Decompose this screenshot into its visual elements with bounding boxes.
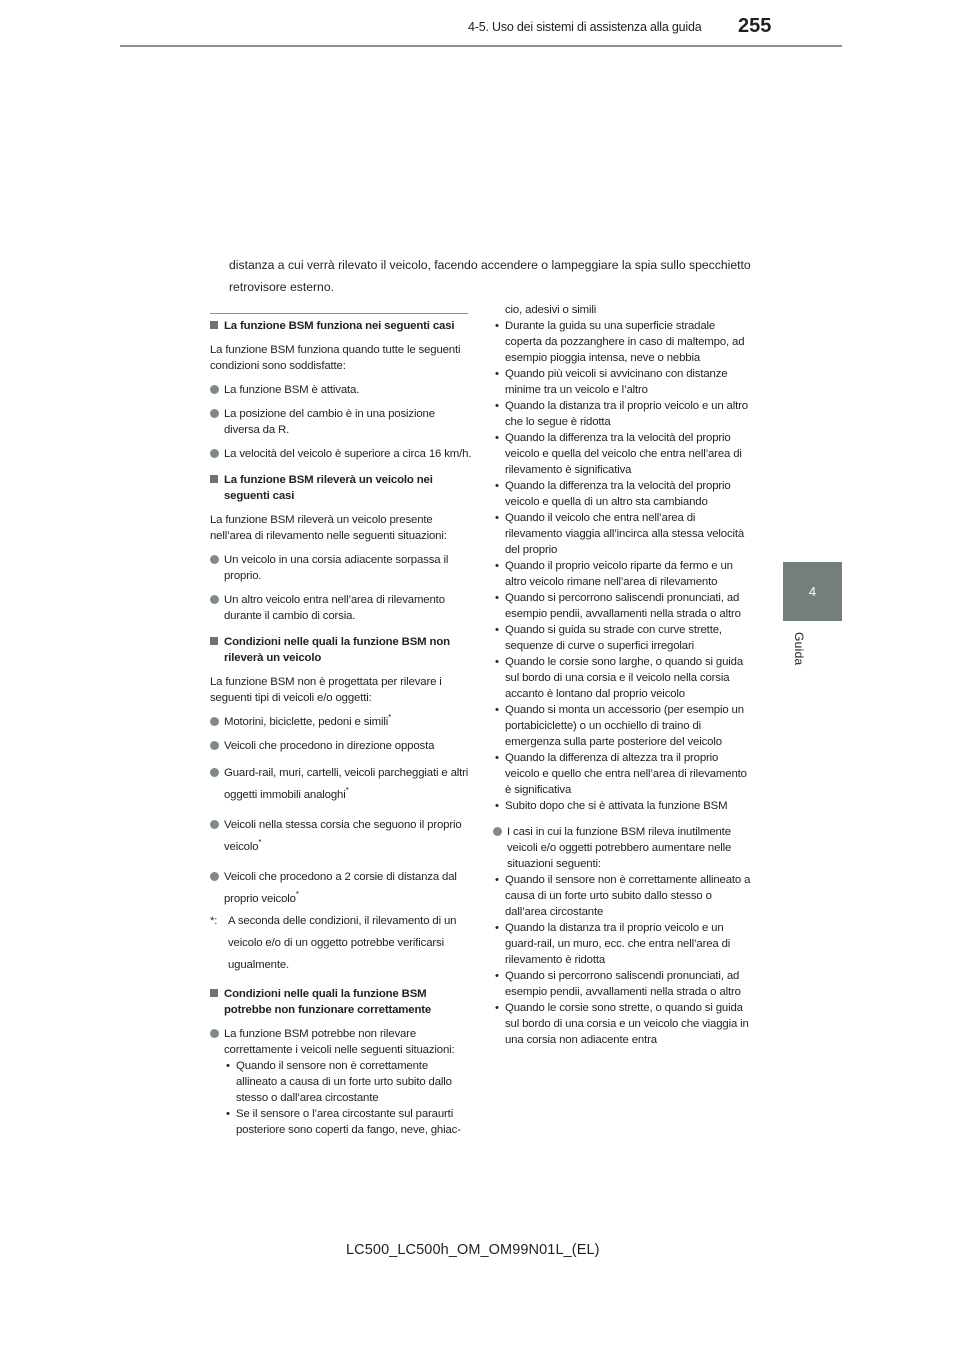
footnote-asterisk: *: [345, 786, 349, 796]
paragraph: La funzione BSM rileverà un veicolo presente nell’area di rilevamento nelle seguenti situazioni:: [210, 514, 447, 542]
sub-list-item: • Quando il proprio veicolo riparte da fermo e un altro veicolo rimane nell’area di rilevamento: [495, 560, 733, 588]
square-bullet-icon: [210, 321, 218, 329]
chapter-number: 4: [808, 584, 817, 599]
continued-text: cio, adesivi o simili: [505, 304, 597, 316]
list-item: La posizione del cambio è in una posizione diversa da R.: [210, 406, 472, 438]
sub-list-item: • Quando si percorrono saliscendi pronunciati, ad esempio pendii, avvallamenti nella strada o altro: [495, 592, 741, 620]
circle-bullet-icon: [210, 595, 219, 604]
footnote: *: A seconda delle condizioni, il rilevamento di un veicolo e/o di un oggetto potrebbe verificarsi ugualmente.: [210, 910, 472, 976]
list-item: La funzione BSM potrebbe non rilevare correttamente i veicoli nelle seguenti situazioni:: [210, 1026, 472, 1058]
section-heading: La funzione BSM rileverà un veicolo nei seguenti casi: [210, 472, 472, 504]
header-section-title: 4-5. Uso dei sistemi di assistenza alla guida: [468, 20, 702, 34]
list-item: Un altro veicolo entra nell’area di rilevamento durante il cambio di corsia.: [210, 592, 472, 624]
list-item: La funzione BSM è attivata.: [210, 382, 472, 398]
sub-list-item: • Quando il veicolo che entra nell’area di rilevamento viaggia all’incirca alla stessa velocità del proprio: [495, 512, 745, 556]
list-item: I casi in cui la funzione BSM rileva inutilmente veicoli e/o oggetti potrebbero aumentare nelle situazioni seguenti:: [493, 824, 755, 872]
sub-list-item: • Quando la differenza di altezza tra il proprio veicolo e quello che entra nell’area di rilevamento è significativa: [495, 752, 747, 796]
list-item: La velocità del veicolo è superiore a circa 16 km/h.: [210, 446, 472, 462]
chapter-label: Guida: [792, 632, 806, 666]
section-heading: La funzione BSM funziona nei seguenti casi: [210, 318, 472, 334]
chapter-tab: [783, 562, 842, 621]
sub-list-item: • Durante la guida su una superficie stradale coperta da pozzanghere in caso di maltempo, ad esempio pioggia intensa, neve o nebbia: [495, 320, 745, 364]
sub-list-item: • Subito dopo che si è attivata la funzione BSM: [495, 800, 728, 812]
page-number: 255: [738, 15, 772, 37]
sub-list-item: • Quando si percorrono saliscendi pronunciati, ad esempio pendii, avvallamenti nella strada o altro: [495, 970, 741, 998]
list-item: Guard-rail, muri, cartelli, veicoli parcheggiati e altri oggetti immobili analoghi*: [210, 762, 472, 806]
square-bullet-icon: [210, 989, 218, 997]
circle-bullet-icon: [493, 827, 502, 836]
footnote-asterisk: *: [388, 713, 392, 723]
right-column: [493, 302, 755, 1048]
sub-list-item: • Se il sensore o l’area circostante sul paraurti posteriore sono coperti da fango, neve, ghiac-: [226, 1108, 461, 1136]
circle-bullet-icon: [210, 768, 219, 777]
circle-bullet-icon: [210, 385, 219, 394]
column-divider: [210, 313, 468, 314]
sub-list-item: • Quando le corsie sono larghe, o quando si guida sul bordo di una corsia e il veicolo nella corsia accanto è lontano dal proprio veicolo: [495, 656, 744, 700]
sub-list-item: • Quando il sensore non è correttamente allineato a causa di un forte urto subito dallo stesso o dall’area circostante: [495, 874, 751, 918]
sub-list-item: • Quando la differenza tra la velocità del proprio veicolo e quella del veicolo che entra nell’area di rilevamento è significativa: [495, 432, 742, 476]
sub-list-item: • Quando la distanza tra il proprio veicolo e un guard-rail, un muro, ecc. che entra nell’area di rilevamento è ridotta: [495, 922, 731, 966]
left-column: [210, 318, 472, 1138]
header-divider: [120, 45, 842, 47]
circle-bullet-icon: [210, 820, 219, 829]
circle-bullet-icon: [210, 741, 219, 750]
list-item: Veicoli nella stessa corsia che seguono il proprio veicolo*: [210, 814, 472, 858]
circle-bullet-icon: [210, 409, 219, 418]
circle-bullet-icon: [210, 717, 219, 726]
circle-bullet-icon: [210, 555, 219, 564]
paragraph: La funzione BSM non è progettata per rilevare i seguenti tipi di veicoli e/o oggetti:: [210, 676, 442, 704]
list-item: Veicoli che procedono a 2 corsie di distanza dal proprio veicolo*: [210, 866, 472, 910]
list-item: Un veicolo in una corsia adiacente sorpassa il proprio.: [210, 552, 472, 584]
sub-list-item: • Quando si monta un accessorio (per esempio un portabiciclette) o un occhiello di traino di emergenza sulla parte posteriore del veicolo: [495, 704, 744, 748]
intro-paragraph: distanza a cui verrà rilevato il veicolo, facendo accendere o lampeggiare la spia sullo specchietto retrovisore esterno.: [229, 258, 751, 294]
circle-bullet-icon: [210, 449, 219, 458]
sub-list-item: • Quando il sensore non è correttamente allineato a causa di un forte urto subito dallo stesso o dall’area circostante: [226, 1060, 452, 1104]
footnote-asterisk: *: [295, 890, 299, 900]
square-bullet-icon: [210, 637, 218, 645]
sub-list-item: • Quando le corsie sono strette, o quando si guida sul bordo di una corsia e un veicolo che viaggia in una corsia non adiacente entra: [495, 1002, 749, 1046]
footnote-marker: *:: [210, 915, 218, 927]
list-item: Motorini, biciclette, pedoni e simili*: [210, 714, 472, 730]
footer-document-code: LC500_LC500h_OM_OM99N01L_(EL): [346, 1242, 600, 1258]
paragraph: La funzione BSM funziona quando tutte le seguenti condizioni sono soddisfatte:: [210, 344, 461, 372]
sub-list-item: • Quando si guida su strade con curve strette, sequenze di curve o superfici irregolari: [495, 624, 722, 652]
sub-list-item: • Quando la differenza tra la velocità del proprio veicolo e quella di un altro sta cambiando: [495, 480, 731, 508]
circle-bullet-icon: [210, 1029, 219, 1038]
section-heading: Condizioni nelle quali la funzione BSM non rileverà un veicolo: [210, 634, 472, 666]
square-bullet-icon: [210, 475, 218, 483]
sub-list-item: • Quando la distanza tra il proprio veicolo e un altro che lo segue è ridotta: [495, 400, 748, 428]
sub-list-item: • Quando più veicoli si avvicinano con distanze minime tra un veicolo e l’altro: [495, 368, 728, 396]
list-item: Veicoli che procedono in direzione opposta: [210, 738, 472, 754]
circle-bullet-icon: [210, 872, 219, 881]
footnote-asterisk: *: [258, 838, 262, 848]
section-heading: Condizioni nelle quali la funzione BSM potrebbe non funzionare correttamente: [210, 986, 472, 1018]
